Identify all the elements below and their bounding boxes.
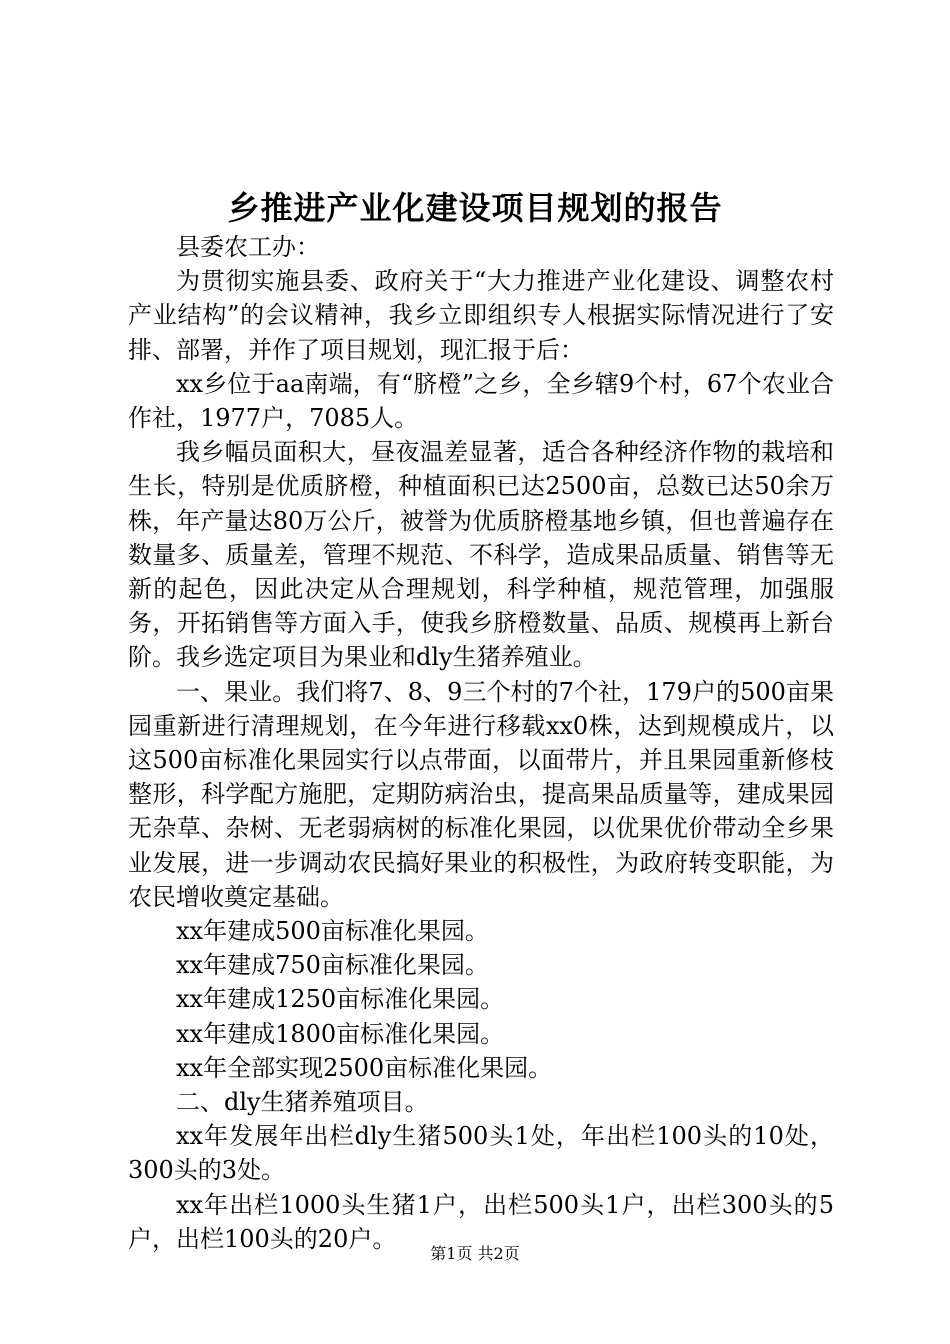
plan-item: xx年建成1250亩标准化果园。 [176,985,505,1014]
paragraph-pig-plan-1: xx年发展年出栏dly生猪500头1处，年出栏100头的10处，300头的3处。 [128,1122,834,1185]
salutation: 县委农工办： [176,233,320,261]
document-body [128,230,834,1256]
paragraph-pig-plan-2: xx年出栏1000头生猪1户，出栏500头1户，出栏300头的5户，出栏100头的20户。 [128,1190,834,1253]
paragraph-intro: 为贯彻实施县委、政府关于“大力推进产业化建设、调整农村产业结构”的会议精神，我乡立即组织专人根据实际情况进行了安排、部署，并作了项目规划，现汇报于后： [128,267,834,364]
paragraph-fruit-industry: 一、果业。我们将7、8、9三个村的7个社，179户的500亩果园重新进行清理规划，在今年进行移载xx0株，达到规模成片，以这500亩标准化果园实行以点带面，以面带片，并且果园重新修枝整形，科学配方施肥，定期防病治虫，提高果品质量等，建成果园无杂草、杂树、无老弱病树的标准化果园，以优果优价带动全乡果业发展，进一步调动农民搞好果业的积极性，为政府转变职能，为农民增收奠定基础。 [128,677,834,911]
paragraph-overview: xx乡位于aa南端，有“脐橙”之乡，全乡辖9个村，67个农业合作社，1977户，7085人。 [128,369,834,433]
plan-item: xx年建成750亩标准化果园。 [176,951,489,980]
paragraph-conditions: 我乡幅员面积大，昼夜温差显著，适合各种经济作物的栽培和生长，特别是优质脐橙，种植面积已达2500亩，总数已达50余万株，年产量达80万公斤，被誉为优质脐橙基地乡镇，但也普遍存在数量多、质量差，管理不规范、不科学，造成果品质量、销售等无新的起色，因此决定从合理规划，科学种植，规范管理，加强服务，开拓销售等方面入手，使我乡脐橙数量、品质、规模再上新台阶。我乡选定项目为果业和dly生猪养殖业。 [128,438,834,672]
section-heading-pig-farming: 二、dly生猪养殖项目。 [176,1088,429,1117]
page-footer: 第1页 共2页 [430,1244,520,1263]
plan-item: xx年全部实现2500亩标准化果园。 [176,1053,553,1082]
plan-item: xx年建成1800亩标准化果园。 [176,1019,505,1048]
document-title: 乡推进产业化建设项目规划的报告 [227,189,723,227]
plan-item: xx年建成500亩标准化果园。 [176,917,489,946]
